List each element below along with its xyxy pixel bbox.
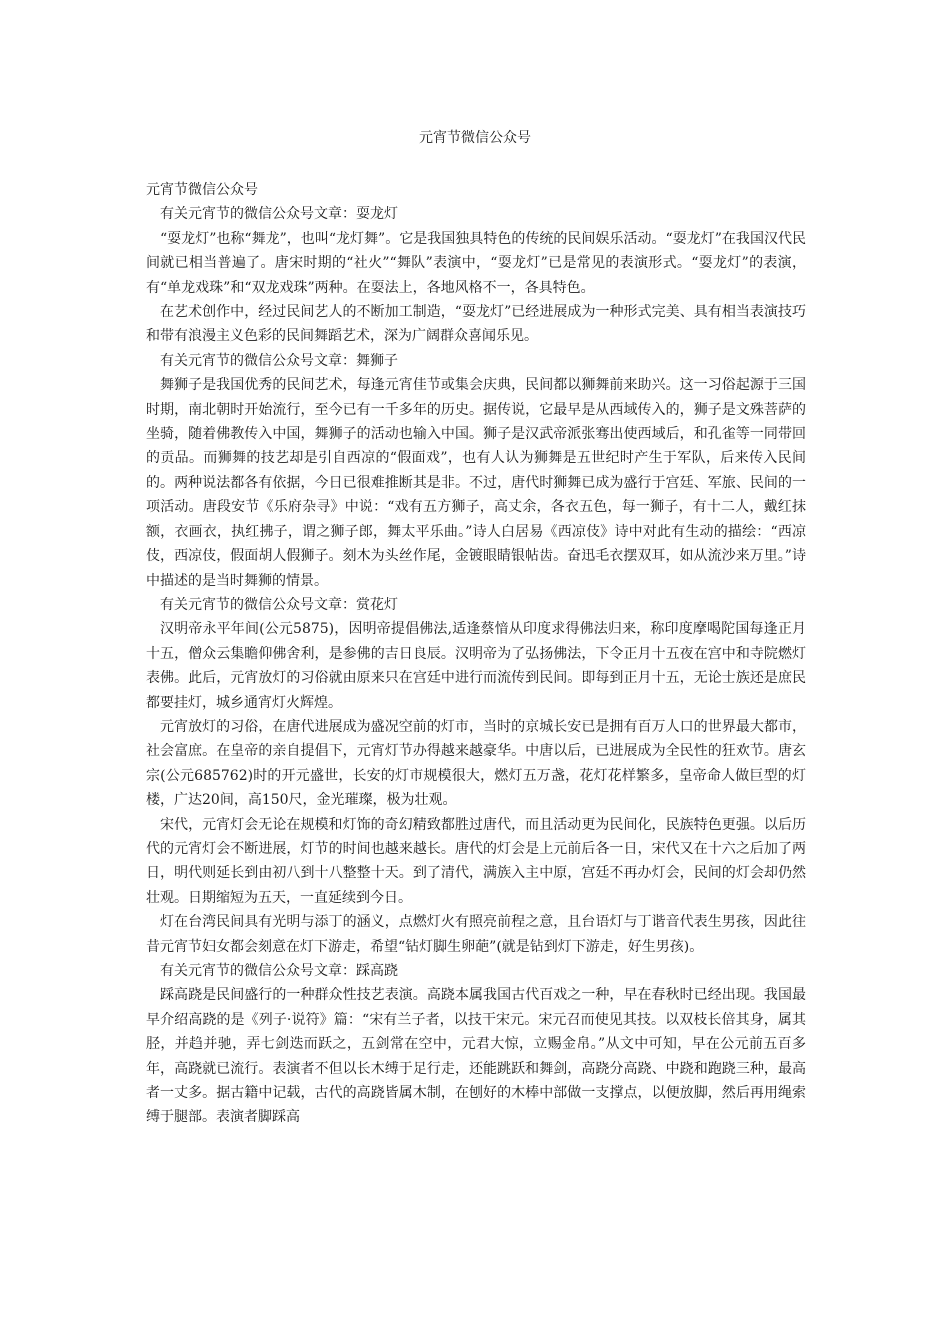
paragraph: 有关元宵节的微信公众号文章：赏花灯 <box>160 596 398 613</box>
document-title: 元宵节微信公众号 <box>419 130 531 146</box>
paragraph: 元宵节微信公众号 <box>146 182 258 198</box>
paragraph: 舞狮子是我国优秀的民间艺术，每逢元宵佳节或集会庆典，民间都以狮舞前来助兴。这一习俗起源于三国时期，南北朝时开始流行，至今已有一千多年的历史。据传说，它最早是从西域传入的，狮子是文殊菩萨的坐骑，随着佛教传入中国，舞狮子的活动也输入中国。狮子是汉武帝派张骞出使西域后，和孔雀等一同带回的贡品。而狮舞的技艺却是引自西凉的“假面戏”，也有人认为狮舞是五世纪时产生于军队，后来传入民间的。两种说法都各有依据，今日已很难推断其是非。不过，唐代时狮舞已成为盛行于宫廷、军旅、民间的一项活动。唐段安节《乐府杂寻》中说：“戏有五方狮子，高丈余，各衣五色，每一狮子，有十二人，戴红抹额，衣画衣，执红拂子，谓之狮子郎，舞太平乐曲。”诗人白居易《西凉伎》诗中对此有生动的描绘：“西凉伎，西凉伎，假面胡人假狮子。刻木为头丝作尾，金镀眼睛银帖齿。奋迅毛衣摆双耳，如从流沙来万里。”诗中描述的是当时舞狮的情景。 <box>146 377 806 589</box>
paragraph: 宋代，元宵灯会无论在规模和灯饰的奇幻精致都胜过唐代，而且活动更为民间化，民族特色更强。以后历代的元宵灯会不断进展，灯节的时间也越来越长。唐代的灯会是上元前后各一日，宋代又在十六之后加了两日，明代则延长到由初八到十八整整十天。到了清代，满族入主中原，宫廷不再办灯会，民间的灯会却仍然壮观。日期缩短为五天，一直延续到今日。 <box>146 816 806 906</box>
paragraph: 灯在台湾民间具有光明与添丁的涵义，点燃灯火有照亮前程之意，且台语灯与丁谐音代表生男孩，因此往昔元宵节妇女都会刻意在灯下游走，希望“钻灯脚生卵葩”(就是钻到灯下游走，好生男孩)。 <box>146 914 806 955</box>
document-body <box>146 178 806 1130</box>
paragraph: 有关元宵节的微信公众号文章：耍龙灯 <box>160 206 398 223</box>
paragraph: 有关元宵节的微信公众号文章：踩高跷 <box>160 963 398 979</box>
paragraph: 有关元宵节的微信公众号文章：舞狮子 <box>160 352 398 369</box>
paragraph: 在艺术创作中，经过民间艺人的不断加工制造，“耍龙灯”已经进展成为一种形式完美、具有相当表演技巧和带有浪漫主义色彩的民间舞蹈艺术，深为广阔群众喜闻乐见。 <box>146 304 806 345</box>
paragraph: 踩高跷是民间盛行的一种群众性技艺表演。高跷本属我国古代百戏之一种，早在春秋时已经出现。我国最早介绍高跷的是《列子·说符》篇：“宋有兰子者，以技干宋元。宋元召而使见其技。以双枝长倍其身，属其胫，并趋并驰，弄七剑迭而跃之，五剑常在空中，元君大惊，立赐金帛。”从文中可知，早在公元前五百多年，高跷就已流行。表演者不但以长木缚于足行走，还能跳跃和舞剑，高跷分高跷、中跷和跑跷三种，最高者一丈多。据古籍中记载，古代的高跷皆属木制，在刨好的木棒中部做一支撑点，以便放脚，然后再用绳索缚于腿部。表演者脚踩高 <box>146 987 806 1126</box>
paragraph: 汉明帝永平年间(公元5875)，因明帝提倡佛法,适逢蔡愔从印度求得佛法归来，称印度摩喝陀国每逢正月十五，僧众云集瞻仰佛舍利，是参佛的吉日良辰。汉明帝为了弘扬佛法，下令正月十五夜在宫中和寺院燃灯表佛。此后，元宵放灯的习俗就由原来只在宫廷中进行而流传到民间。即每到正月十五，无论士族还是庶民都要挂灯，城乡通宵灯火辉煌。 <box>146 621 806 711</box>
paragraph: “耍龙灯”也称“舞龙”，也叫“龙灯舞”。它是我国独具特色的传统的民间娱乐活动。“耍龙灯”在我国汉代民间就已相当普遍了。唐宋时期的“社火”“舞队”表演中，“耍龙灯”已是常见的表演形式。“耍龙灯”的表演，有“单龙戏珠”和“双龙戏珠”两种。在耍法上，各地风格不一，各具特色。 <box>146 230 806 296</box>
paragraph: 元宵放灯的习俗，在唐代进展成为盛况空前的灯市，当时的京城长安已是拥有百万人口的世界最大都市，社会富庶。在皇帝的亲自提倡下，元宵灯节办得越来越豪华。中唐以后，已进展成为全民性的狂欢节。唐玄宗(公元685762)时的开元盛世，长安的灯市规模很大，燃灯五万盏，花灯花样繁多，皇帝命人做巨型的灯楼，广达20间，高150尺，金光璀璨，极为壮观。 <box>146 718 806 809</box>
